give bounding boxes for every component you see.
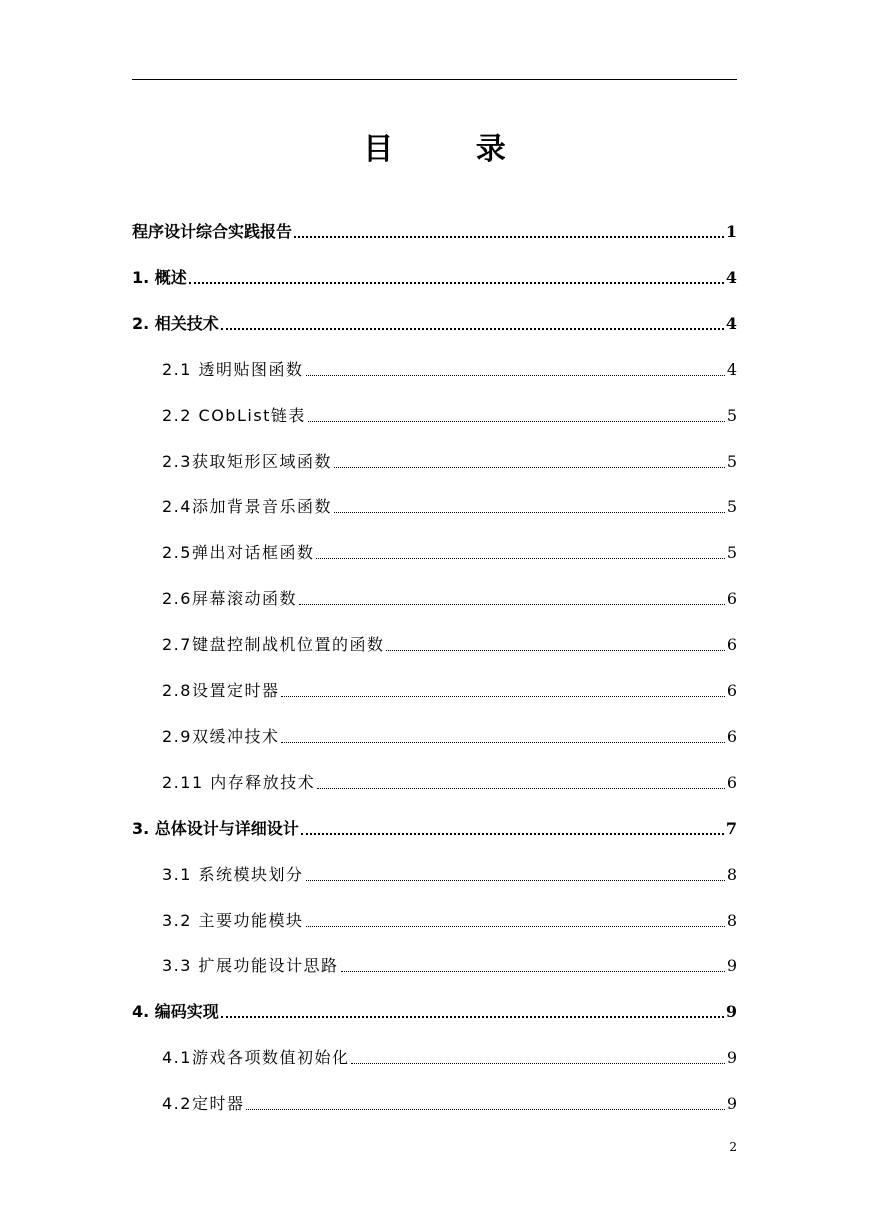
toc-dot-leader [281, 696, 724, 697]
toc-entry-section[interactable] [162, 539, 737, 563]
toc-entry-page: 6 [726, 726, 737, 746]
toc-entry-page: 6 [726, 635, 737, 655]
toc-dot-leader [221, 328, 724, 330]
toc-dot-leader [351, 1063, 724, 1064]
toc-entry-text: 1. 概述 [132, 267, 187, 287]
toc-entry-section[interactable] [162, 493, 737, 517]
toc-dot-leader [341, 971, 725, 972]
toc-entry-text: 2.4添加背景音乐函数 [162, 497, 332, 517]
toc-dot-leader [189, 282, 724, 284]
toc-entry-section[interactable] [162, 402, 737, 426]
toc-dot-leader [334, 512, 725, 513]
toc-dot-leader [281, 742, 724, 743]
toc-entry-section[interactable] [162, 448, 737, 472]
toc-entry-text: 4.1游戏各项数值初始化 [162, 1048, 350, 1068]
toc-entry-section[interactable] [162, 861, 737, 885]
toc-entry-section[interactable] [162, 952, 737, 976]
toc-entry-text: 2.1 透明贴图函数 [162, 359, 304, 379]
toc-dot-leader [306, 375, 725, 376]
page-number: 2 [729, 1140, 737, 1154]
toc-dot-leader [299, 604, 725, 605]
toc-entry-page: 5 [726, 543, 737, 563]
toc-entry-section[interactable] [162, 769, 737, 793]
toc-entry-text: 程序设计综合实践报告 [132, 222, 293, 241]
toc-entry-text: 2.5弹出对话框函数 [162, 543, 315, 563]
toc-entry-text: 3.3 扩展功能设计思路 [162, 956, 339, 976]
toc-entry-section[interactable] [162, 907, 737, 931]
toc-entry-page: 8 [726, 910, 737, 930]
toc-entry-section[interactable] [162, 631, 737, 655]
toc-entry-section[interactable] [162, 356, 737, 380]
toc-dot-leader [334, 467, 725, 468]
toc-entry-page: 6 [726, 772, 737, 792]
toc-entry-section[interactable] [162, 723, 737, 747]
toc-entry-chapter[interactable] [132, 998, 737, 1022]
toc-entry-page: 1 [725, 222, 737, 241]
toc-entry-text: 2.11 内存释放技术 [162, 772, 316, 792]
toc-entry-text: 2.8设置定时器 [162, 681, 280, 700]
toc-entry-page: 4 [726, 359, 737, 379]
toc-entry-page: 4 [725, 267, 737, 287]
toc-entry-page: 6 [726, 589, 737, 609]
toc-entry-chapter[interactable] [132, 310, 737, 334]
toc-entry-page: 9 [726, 1094, 737, 1114]
toc-entry-text: 4.2定时器 [162, 1094, 245, 1114]
toc-entry-text: 2.3获取矩形区域函数 [162, 451, 332, 471]
toc-entry-text: 2.2 CObList链表 [162, 405, 306, 425]
toc-title: 目 录 [363, 132, 542, 167]
toc-entry-page: 9 [725, 1002, 737, 1022]
toc-entry-text: 4. 编码实现 [132, 1002, 219, 1022]
toc-dot-leader [294, 236, 724, 238]
toc-dot-leader [316, 558, 724, 559]
toc-entry-text: 2. 相关技术 [132, 313, 219, 333]
toc-entry-text: 3.1 系统模块划分 [162, 864, 304, 884]
toc-entry-text: 3. 总体设计与详细设计 [132, 818, 299, 838]
toc-entry-text: 2.9双缓冲技术 [162, 726, 280, 746]
toc-dot-leader [317, 788, 725, 789]
toc-entry-chapter[interactable] [132, 815, 737, 839]
toc-dot-leader [246, 1109, 724, 1110]
toc-entry-chapter[interactable] [132, 264, 737, 288]
toc-entry-page: 6 [726, 681, 737, 700]
toc-dot-leader [301, 833, 724, 835]
toc-dot-leader [306, 880, 725, 881]
toc-dot-leader [308, 421, 725, 422]
toc-entry-page: 9 [726, 956, 737, 976]
toc-dot-leader [306, 926, 725, 927]
toc-entry-section[interactable] [162, 585, 737, 609]
toc-dot-leader [221, 1016, 724, 1018]
toc-entry-section[interactable] [162, 677, 737, 701]
toc-entry-page: 4 [725, 313, 737, 333]
toc-entry-text: 2.6屏幕滚动函数 [162, 589, 297, 609]
toc-entry-text: 3.2 主要功能模块 [162, 910, 304, 930]
toc-entry-chapter[interactable] [132, 218, 737, 242]
toc-entry-page: 5 [726, 451, 737, 471]
toc-entry-page: 5 [726, 405, 737, 425]
toc-dot-leader [386, 650, 724, 651]
toc-entry-page: 8 [726, 864, 737, 884]
toc-entry-section[interactable] [162, 1090, 737, 1114]
toc-entry-page: 9 [726, 1048, 737, 1068]
toc-entry-section[interactable] [162, 1044, 737, 1068]
toc-entry-page: 7 [725, 818, 737, 838]
toc-entry-page: 5 [726, 497, 737, 517]
toc-entry-text: 2.7键盘控制战机位置的函数 [162, 635, 385, 655]
